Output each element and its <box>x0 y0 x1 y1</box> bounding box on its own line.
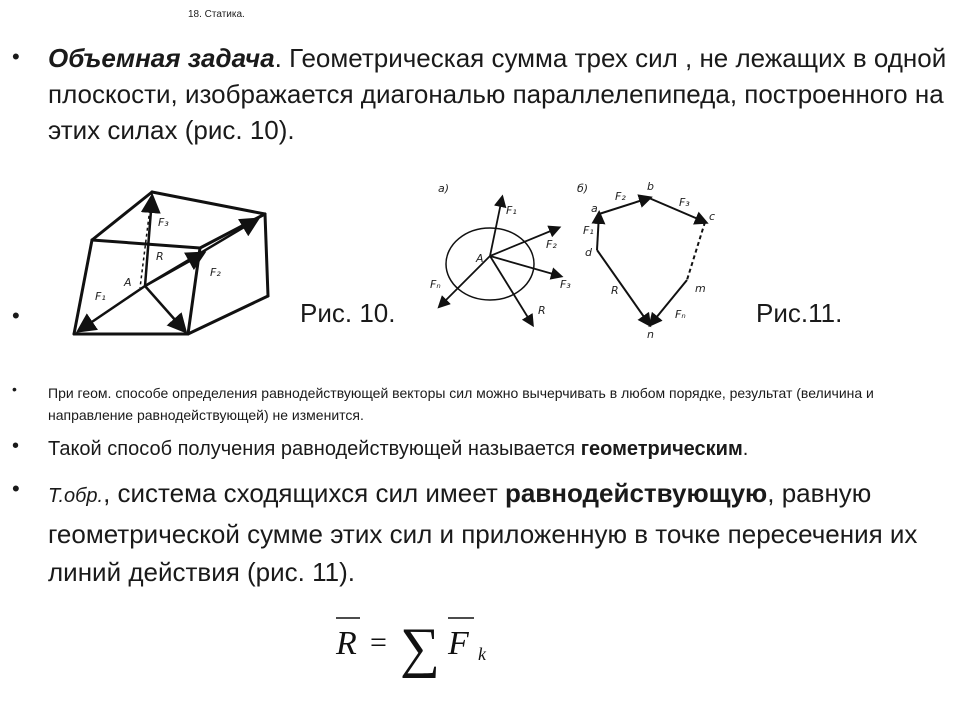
label-fn: Fₙ <box>430 278 441 291</box>
label-r: R <box>156 250 164 263</box>
note-geometric-method: При геом. способе определения равнодействующей векторы сил можно вычерчивать в любом порядке, результат (величина и направление равнодействующей) не изменится. <box>48 385 874 423</box>
formula-subscript-k: k <box>478 644 486 664</box>
paragraph-end: . <box>742 438 749 460</box>
paragraph-text-2: , равную геометрической сумме этих сил и приложенную в точке пересечения их линий действия (рис. 11). <box>48 478 918 587</box>
term-tobr: Т.обр. <box>48 485 104 507</box>
bullet-dot: • <box>12 303 20 328</box>
label-f3: F₃ <box>158 216 169 229</box>
formula-f: F <box>448 625 469 662</box>
bullet-dot: • <box>12 435 20 457</box>
label-a: A <box>124 276 132 289</box>
caption-fig-11: Рис.11. <box>756 298 843 328</box>
paragraph-text-1: , система сходящихся сил имеет <box>103 478 505 508</box>
label-f1: F₁ <box>506 204 517 217</box>
figure-10-parallelepiped <box>60 178 290 340</box>
point-c: c <box>709 210 716 223</box>
label-r: R <box>611 284 619 297</box>
paragraph-text: Такой способ получения равнодействующей называется <box>48 438 581 460</box>
paragraph-volume-problem <box>48 40 948 148</box>
label-f2: F₂ <box>615 190 626 203</box>
paragraph-resultant <box>48 474 948 591</box>
label-f3: F₃ <box>679 196 690 209</box>
term-resultant: равнодействующую <box>504 478 768 508</box>
label-f2: F₂ <box>546 238 557 251</box>
label-fn: Fₙ <box>675 308 686 321</box>
formula-resultant <box>330 608 510 688</box>
slide-header: 18. Статика. <box>188 9 245 20</box>
point-n: n <box>647 328 654 341</box>
term-geometric: геометрическим <box>580 438 743 460</box>
term-volume-problem: Объемная задача <box>48 43 275 73</box>
figure-11a-converging-forces <box>420 176 580 346</box>
point-b: b <box>647 180 654 193</box>
point-d: d <box>585 246 592 259</box>
label-f3: F₃ <box>560 278 571 291</box>
bullet-dot: • <box>12 44 20 69</box>
label-a: A <box>476 252 484 265</box>
paragraph-text: . Геометрическая сумма трех сил , не лежащих в одной плоскости, изображается диагональю параллелепипеда, построенного на этих силах (рис. 10). <box>48 43 947 145</box>
label-f1: F₁ <box>95 290 106 303</box>
bullet-dot: • <box>12 381 17 397</box>
caption-fig-10: Рис. 10. <box>300 298 396 328</box>
figure-11b-force-polygon <box>575 176 735 346</box>
label-r: R <box>538 304 546 317</box>
paragraph-geometric-method <box>48 436 928 462</box>
point-m: m <box>695 282 706 295</box>
formula-r: R <box>336 625 357 662</box>
label-f2: F₂ <box>210 266 221 279</box>
point-a: a <box>591 202 598 215</box>
panel-b-label: б) <box>577 182 589 195</box>
formula-sum: ∑ <box>400 617 440 679</box>
panel-a-label: а) <box>438 182 450 195</box>
label-f1: F₁ <box>583 224 594 237</box>
formula-equals: = <box>370 626 387 659</box>
bullet-dot: • <box>12 476 20 501</box>
